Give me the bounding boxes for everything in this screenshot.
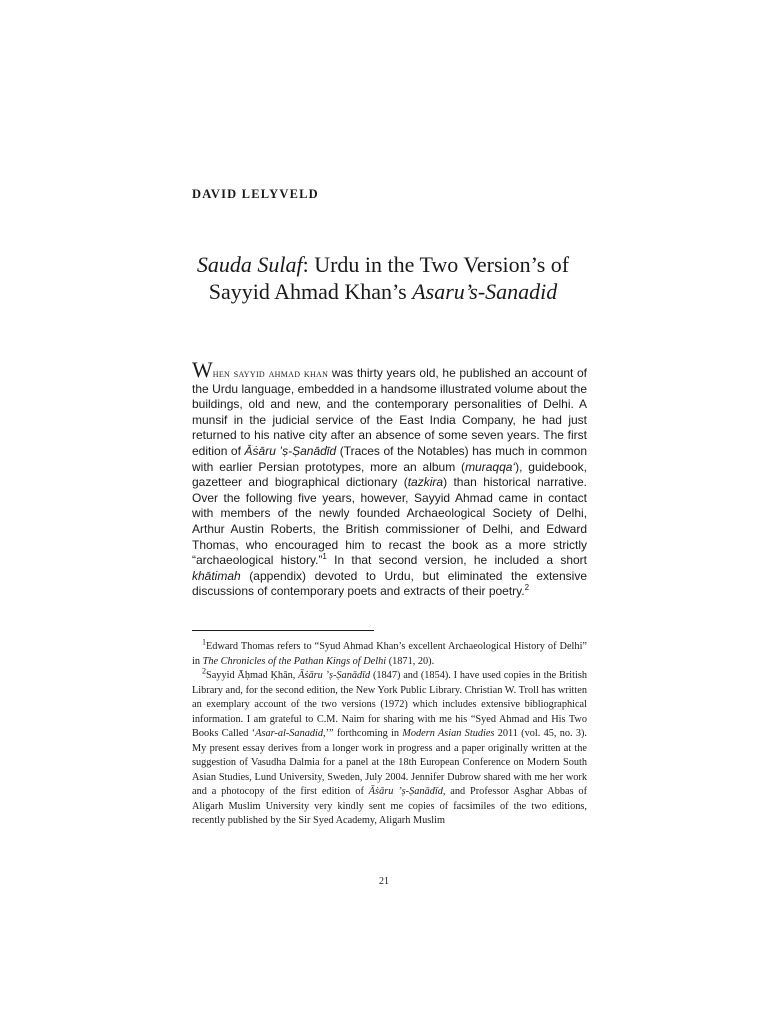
footnote-1-italic: The Chronicles of the Pathan Kings of Delhi <box>202 655 387 667</box>
body-text-3: ), guidebook, gazetteer and biographical dictionary ( <box>192 459 587 490</box>
footnote-1-text-end: (1871, 20). <box>386 655 435 667</box>
body-italic-3: tazkira <box>407 475 444 490</box>
title-part-2: Sayyid Ahmad Khan’s <box>208 279 413 304</box>
footnote-ref-2[interactable]: 2 <box>524 583 530 593</box>
footnote-ref-1[interactable]: 1 <box>322 552 327 562</box>
footnote-2-text-2: (1847) and (1854). I have used copies in the British Library and, for the second edition, the New York Public Library. Christian W. Troll has written an exemplary account of the two versions (1972) which includes extensive bibliographical information. I am grateful to C.M. Naim for sharing with me his “Syed Ahmad and His Two Books Called ‘ <box>192 670 588 739</box>
footnote-2-italic-3: Modern Asian Studies <box>402 728 495 739</box>
footnote-2-italic-1: Āṡāru ’ṣ-Ṣanādīd <box>298 670 371 681</box>
body-paragraph <box>192 357 588 600</box>
body-text-5: In that second version, he included a short <box>326 553 588 568</box>
body-italic-2: muraqqa‘ <box>465 459 516 474</box>
footnote-1-text: Edward Thomas refers to “Syud Ahmad Khan’s excellent Archaeological History of Delhi” in <box>192 641 587 667</box>
footnote-2-number: 2 <box>202 666 206 676</box>
footnote-1 <box>192 637 587 669</box>
title-italic-part-2: Asaru’s-Sanadid <box>412 279 558 304</box>
footnote-2 <box>192 666 588 829</box>
footnote-1-number: 1 <box>202 637 206 647</box>
body-text-2: (Traces of the Notables) has much in common with earlier Persian prototypes, more an album ( <box>192 443 587 474</box>
article-title <box>150 251 616 305</box>
footnote-2-text-5: , and Professor Asghar Abbas of Aligarh Muslim University very kindly sent me copies of facsimiles of the two editions, recently published by the Sir Syed Academy, Aligarh Muslim <box>192 786 588 826</box>
footnote-divider <box>192 630 374 631</box>
body-italic-4: khātimah <box>192 568 241 583</box>
author-name: DAVID LELYVELD <box>192 187 319 201</box>
footnote-2-text-1: Sayyid Āḥmad Ḳhān, <box>206 670 299 681</box>
drop-cap: W <box>192 357 213 382</box>
body-text-4: ) than historical narrative. Over the following five years, however, Sayyid Ahmad came in contact with members of the newly founded Archaeological Society of Delhi, Arthur Austin Roberts, the British commissioner of Delhi, and Edward Thomas, who encouraged him to recast the book as a more strictly “archaeological history.” <box>192 475 587 568</box>
footnotes <box>192 637 588 829</box>
page-number: 21 <box>379 876 389 887</box>
title-part-1: : Urdu in the Two Version’s of <box>302 252 570 277</box>
body-text-1: was thirty years old, he published an account of the Urdu language, embedded in a handsome illustrated volume about the buildings, old and new, and the contemporary personalities of Delhi. A munsif in the judicial service of the East India Company, he had just returned to his native city after an absence of some seven years. The first edition of <box>192 366 588 458</box>
title-italic-part-1: Sauda Sulaf <box>196 252 303 277</box>
body-text-6: (appendix) devoted to Urdu, but eliminated the extensive discussions of contemporary poets and extracts of their poetry. <box>192 568 587 599</box>
footnote-2-text-3: ,’” forthcoming in <box>323 728 403 739</box>
body-italic-1: Āṡāru ’ṣ-Ṣanādīd <box>244 443 337 458</box>
footnote-2-italic-2: Asar-al-Sanadid <box>255 728 324 739</box>
opening-small-caps: hen sayyid ahmad khan <box>212 366 329 380</box>
footnote-2-italic-4: Āṡāru ’ṣ-Ṣanādīd <box>368 786 443 797</box>
footnote-2-text-4: 2011 (vol. 45, no. 3). My present essay derives from a longer work in progress and a paper originally written at the suggestion of Vasudha Dalmia for a panel at the 18th European Conference on Modern South Asian Studies, Lund University, Sweden, July 2004. Jennifer Dubrow shared with me her work and a photocopy of the first edition of <box>192 728 587 797</box>
